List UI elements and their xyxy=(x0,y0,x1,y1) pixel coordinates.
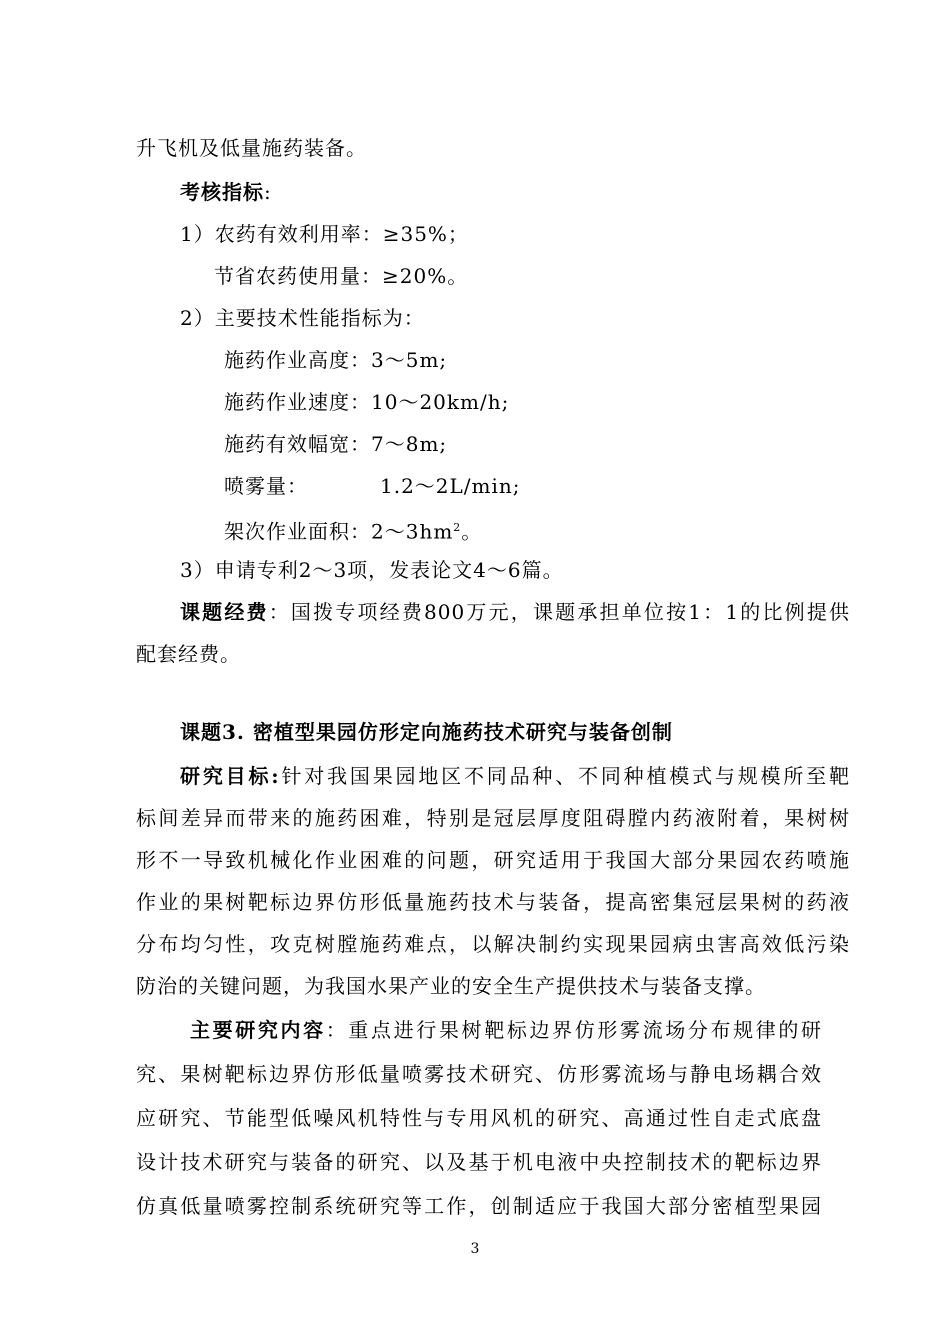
spec-label: 架次作业面积： xyxy=(224,519,371,544)
content-text: ：重点进行果树靶标边界仿形雾流场分布规律的研 xyxy=(325,1018,823,1042)
spec-label: 喷雾量： xyxy=(224,474,308,498)
content-label: 主要研究内容 xyxy=(190,1018,326,1042)
goal-line: 形不一导致机械化作业困难的问题，研究适用于我国大部分果园农药喷施 xyxy=(136,848,850,872)
topic3-title: 课题3. 密植型果园仿形定向施药技术研究与装备创制 xyxy=(180,720,673,744)
content-line: 应研究、节能型低噪风机特性与专用风机的研究、高通过性自走式底盘 xyxy=(136,1106,822,1130)
goal-line: 防治的关键问题，为我国水果产业的安全生产提供技术与装备支撑。 xyxy=(136,974,766,998)
funding-text: ：国拨专项经费800万元，课题承担单位按1：1的比例提供 xyxy=(268,600,851,624)
content-line: 究、果树靶标边界仿形低量喷雾技术研究、仿形雾流场与静电场耦合效 xyxy=(136,1062,822,1086)
spec-value: 2～3hm xyxy=(371,519,454,544)
indicators-heading-label: 考核指标 xyxy=(180,180,264,204)
goal-label: 研究目标: xyxy=(180,764,280,788)
indicator-item-1: 1）农药有效利用率：≥35%； xyxy=(180,222,469,246)
continuation-line: 升飞机及低量施药装备。 xyxy=(136,136,367,160)
indicator-item-2: 2）主要技术性能指标为： xyxy=(180,306,425,330)
spec-value: 3～5m; xyxy=(371,348,448,372)
content-line: 仿真低量喷雾控制系统研究等工作，创制适应于我国大部分密植型果园 xyxy=(136,1194,822,1218)
spec-label: 施药作业高度： xyxy=(224,348,371,372)
page-number: 3 xyxy=(470,1241,480,1257)
funding-line-2: 配套经费。 xyxy=(136,642,241,666)
spec-tail: 。 xyxy=(461,519,483,544)
content-line: 设计技术研究与装备的研究、以及基于机电液中央控制技术的靶标边界 xyxy=(136,1150,822,1174)
indicators-heading xyxy=(180,178,272,206)
spec-row xyxy=(224,514,482,546)
goal-line: 作业的果树靶标边界仿形低量施药技术与装备，提高密集冠层果树的药液 xyxy=(136,890,850,914)
funding-label: 课题经费 xyxy=(180,600,269,624)
spec-value: 1.2～2L/min; xyxy=(380,474,521,498)
spec-row xyxy=(224,430,447,458)
spec-value: 7～8m; xyxy=(371,432,448,456)
spec-row xyxy=(224,472,521,500)
goal-line-1 xyxy=(180,762,850,790)
spec-row xyxy=(224,346,447,374)
indicators-heading-colon: : xyxy=(264,180,272,204)
goal-line: 分布均匀性，攻克树膛施药难点，以解决制约实现果园病虫害高效低污染 xyxy=(136,932,850,956)
goal-text: 针对我国果园地区不同品种、不同种植模式与规模所至靶 xyxy=(279,764,850,788)
spec-label: 施药有效幅宽： xyxy=(224,432,371,456)
goal-line: 标间差异而带来的施药困难，特别是冠层厚度阻碍膛内药液附着，果树树 xyxy=(136,806,850,830)
content-line-1 xyxy=(190,1016,822,1044)
spec-row xyxy=(224,388,509,416)
spec-value: 10～20km/h; xyxy=(371,390,510,414)
funding-line-1 xyxy=(180,598,850,626)
spec-label: 施药作业速度： xyxy=(224,390,371,414)
spec-superscript: 2 xyxy=(453,521,462,534)
indicator-item-3: 3）申请专利2～3项，发表论文4～6篇。 xyxy=(180,558,564,582)
indicator-item-1b: 节省农药使用量：≥20%。 xyxy=(214,264,469,288)
